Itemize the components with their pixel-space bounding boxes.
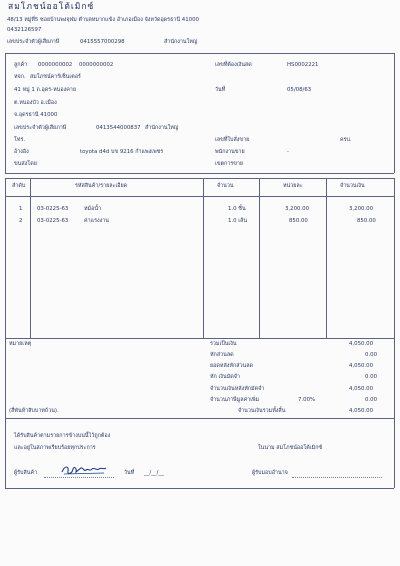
company-tax-id: 0415557000298 — [80, 39, 125, 45]
customer-tel-label: โทร. — [14, 137, 26, 143]
discount-value: 0.00 — [365, 352, 378, 358]
company-tax-label: เลขประจำตัวผู้เสียภาษี — [7, 39, 60, 45]
deposit-label: หัก เงินมัดจำ — [210, 374, 240, 380]
row-no: 1 — [19, 206, 23, 212]
salesman-value: - — [287, 149, 289, 155]
after-deposit-label: จำนวนเงินหลังหักมัดจำ — [210, 386, 265, 392]
doc-date: 05/08/63 — [287, 87, 312, 93]
customer-tax-label: เลขประจำตัวผู้เสียภาษี — [14, 125, 67, 131]
customer-address-3: จ.อุดรธานี 41000 — [14, 112, 58, 118]
receiver-label: ผู้รับสินค้า — [14, 470, 38, 476]
after-deposit-value: 4,050.00 — [349, 386, 374, 392]
company-signature-caption: ในนาม สมโภชน์ออโต้เมิกซ์ — [258, 445, 323, 451]
customer-name-prefix: หจก. — [14, 74, 26, 80]
row-amount: 3,200.00 — [349, 206, 374, 212]
customer-name: สมโภชน์คาร์เซ็นเตอร์ — [30, 74, 81, 80]
subtotal-value: 4,050.00 — [349, 341, 374, 347]
discount-label: หักส่วนลด — [210, 352, 234, 358]
receive-date-label: วันที่ — [124, 470, 135, 476]
amount-in-words: (สี่พันห้าสิบบาทถ้วน). — [9, 408, 59, 414]
after-discount-label: ยอดหลังหักส่วนลด — [210, 363, 254, 369]
doc-date-label: วันที่ — [215, 87, 226, 93]
company-address: 48/13 หมู่ที่5 ซอยบ้านพงจุฬม ตำบลหมากแข้ง อำเภอเมือง จังหวัดอุดรธานี 41000 — [7, 17, 199, 23]
ship-label: ขนส่งโดย — [14, 161, 37, 167]
period-label: เขตการขาย — [215, 161, 244, 167]
remark-label: หมายเหตุ — [9, 341, 32, 347]
deposit-value: 0.00 — [365, 374, 378, 380]
grand-total-label: จำนวนเงินรวมทั้งสิ้น — [238, 408, 286, 414]
col-header-desc: รหัสสินค้า/รายละเอียด — [75, 183, 128, 189]
company-phone: 0432126597 — [7, 27, 42, 33]
customer-code-2: 0000000002 — [79, 62, 114, 68]
customer-branch: สำนักงานใหญ่ — [145, 125, 179, 131]
vat-label: จำนวนภาษีมูลค่าเพิ่ม — [210, 397, 260, 403]
customer-code: 0000000002 — [38, 62, 73, 68]
customer-address-1: 41 หมู่ 1 ถ.อุดร-หนองคาย — [14, 87, 76, 93]
row-price: 3,200.00 — [285, 206, 310, 212]
due-label: ครบ. — [340, 137, 352, 143]
row-amount: 850.00 — [357, 218, 376, 224]
subtotal-label: รวมเป็นเงิน — [210, 341, 237, 347]
salesman-label: พนักงานขาย — [215, 149, 245, 155]
grand-total-value: 4,050.00 — [349, 408, 374, 414]
doc-no-label: เลขที่ต้องเงินสด — [215, 62, 252, 68]
col-header-no: ลำดับ — [12, 183, 26, 189]
company-name: สมโภชน์ออโต้เมิกซ์ — [8, 2, 95, 12]
row-code: 03-0225-63 — [37, 206, 69, 212]
row-qty: 1.0 เส้น — [228, 218, 248, 224]
row-no: 2 — [19, 218, 23, 224]
received-note-2: และอยู่ในสภาพเรียบร้อยทุกประการ — [14, 445, 96, 451]
col-header-qty: จำนวน — [217, 183, 234, 189]
doc-no: HS0002221 — [287, 62, 319, 68]
reference-label: อ้างอิง — [14, 149, 29, 155]
authorized-label: ผู้รับมอบอำนาจ — [252, 470, 288, 476]
reference-value: toyota d4d บข 9216 กำแพงเพชร — [80, 149, 164, 155]
row-price: 850.00 — [289, 218, 308, 224]
received-note-1: ได้รับสินค้าตามรายการข้างบนนี้ไว้ถูกต้อง — [14, 433, 111, 439]
vat-rate: 7.00% — [298, 397, 316, 403]
row-desc: หม้อน้ำ — [84, 206, 102, 212]
receiver-signature — [60, 462, 108, 478]
receive-date-blank: __/__/__ — [144, 470, 164, 476]
after-discount-value: 4,050.00 — [349, 363, 374, 369]
order-no-label: เลขที่ใบสั่งขาย — [215, 137, 250, 143]
company-branch: สำนักงานใหญ่ — [164, 39, 198, 45]
row-code: 03-0225-63 — [37, 218, 69, 224]
customer-address-2: ต.หนองบัว อ.เมือง — [14, 100, 57, 106]
row-desc: ค่าแรงงาน — [84, 218, 109, 224]
col-header-amount: จำนวนเงิน — [340, 183, 365, 189]
vat-value: 0.00 — [365, 397, 378, 403]
row-qty: 1.0 ชิ้น — [228, 206, 246, 212]
customer-code-label: ลูกค้า — [14, 62, 28, 68]
customer-tax-id: 0413544000837 — [96, 125, 141, 131]
col-header-price: หน่วยละ — [283, 183, 303, 189]
